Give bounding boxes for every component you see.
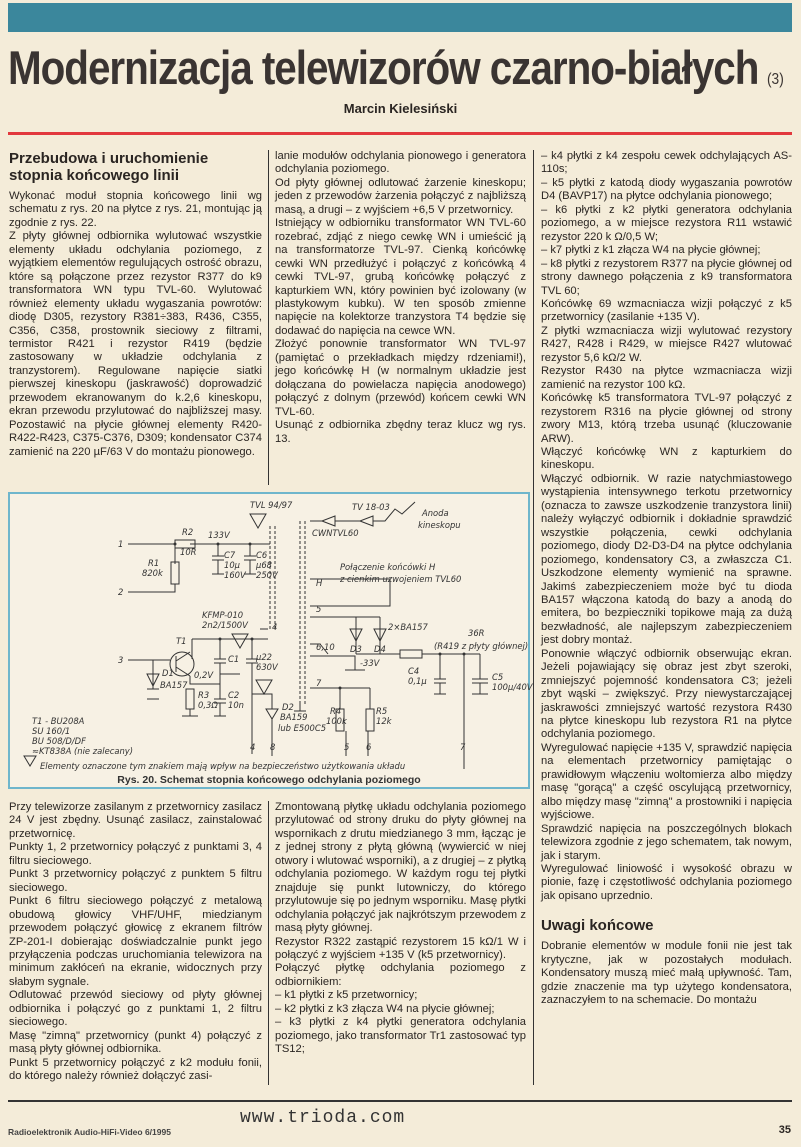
schematic-label-n2: SU 160/1 — [32, 726, 71, 736]
column-1-bottom — [9, 801, 262, 1087]
title-text: Modernizacja telewizorów czarno-białych — [8, 41, 759, 94]
schematic-label-r5v: 12k — [376, 716, 392, 726]
schematic-label-o6: 6 — [366, 742, 372, 752]
schematic-label-t1: T1 — [176, 636, 187, 646]
schematic-label-r36: 36R — [468, 628, 485, 638]
schematic-label-o8: 8 — [270, 742, 276, 752]
schematic-label-anoda1: Anoda — [422, 508, 449, 518]
part-number: (3) — [766, 71, 784, 88]
schematic-label-c7u: 160V — [224, 570, 246, 580]
article-title — [8, 40, 784, 95]
magazine-footer: Radioelektronik Audio-HiFi-Video 6/1995 — [8, 1127, 171, 1137]
paragraph: Wykonać moduł stopnia końcowego linii wg schematu z rys. 20 na płytce z rys. 21, montując ją zgodnie z rys. 22. — [9, 190, 262, 229]
schematic-label-c2v: 10n — [228, 700, 244, 710]
schematic-label-p3: 3 — [118, 655, 124, 665]
schematic-label-c1: C1 — [228, 654, 240, 664]
schematic-label-r419: (R419 z płyty głównej) — [434, 641, 529, 651]
paragraph: – k5 płytki z katodą diody wygaszania powrotów D4 (BAVP17) na płytce odchylania pionowego; — [541, 176, 792, 203]
schematic-label-c4: C4 — [408, 666, 420, 676]
schematic-label-tvl: TVL 94/97 — [250, 500, 293, 510]
schematic-label-anoda2: kineskopu — [418, 520, 461, 530]
schematic-label-t4: 4 — [272, 622, 278, 632]
paragraph: Zmontowaną płytkę układu odchylania poziomego przylutować od strony druku do płyty głównej na wspornikach z drutu miedzianego 3 mm, łącząc je z jednej strony z płytą główną (wywiercić w niej otwory i wlutować wsporniki), a z drugiej – z płytką odchylania poziomego. W każdym rogu tej płytki znajduje się punkt lutowniczy, do którego przylutowuje się po jednym wsporniku. Masę płytki odchylania połączyć jak najkrótszym przewodem z masą płyty głównej. — [275, 801, 526, 935]
schematic-label-n4: ≈KT838A (nie zalecany) — [32, 746, 133, 756]
schematic-label-c5: C5 — [492, 672, 504, 682]
header-color-bar — [8, 3, 792, 32]
page-number: 35 — [778, 1124, 791, 1136]
schematic-label-hconn1: Połączenie końcówki H — [340, 562, 436, 572]
schematic-label-c3u: 630V — [256, 662, 278, 672]
schematic-label-o4: 4 — [250, 742, 256, 752]
paragraph: Połączyć płytkę odchylania poziomego z odbiornikiem: — [275, 962, 526, 988]
schematic-label-o5: 5 — [344, 742, 350, 752]
paragraph: Punkt 3 przetwornicy połączyć z punktem 5 filtru sieciowego. — [9, 868, 262, 894]
paragraph: – k2 płytki z k3 złącza W4 na płycie głównej; — [275, 1002, 495, 1015]
paragraph: – k4 płytki z k4 zespołu cewek odchylających AS-110s; — [541, 150, 792, 176]
paragraph: Końcówkę k5 transformatora TVL-97 połączyć z rezystorem R316 na płycie głównej od strony zwory M13, którą trzeba usunąć (kluczowanie ARW). — [541, 392, 792, 445]
paragraph: Włączyć odbiornik. W razie natychmiastowego wystąpienia intensywnego terkotu przetwornicy (oznacza to zawsze uszkodzenie tranzystora linii) należy wyłączyć odbiornik i dokładnie sprawdzić wszystkie połączenia, cewki odchylania poziomego, diody D2-D3-D4 na płytce odchylania poziomego, kondensatory C3, a zwłaszcza C1. Uszkodzone elementy wymienić na sprawne. Jakimś zabezpieczeniem może być tu dioda BA157 włączona katodą do bazy a anodą do emitera, bo bezpieczniki topikowe mają za dużą bezwładność, ale najlepszym zabezpieczeniem jest dobry montaż. — [541, 472, 792, 647]
schematic-label-v33: -33V — [360, 658, 380, 668]
author: Marcin Kielesiński — [343, 101, 458, 116]
schematic-label-r5: R5 — [376, 706, 388, 716]
schematic-label-o7: 7 — [460, 742, 466, 752]
title-divider — [8, 132, 792, 135]
schematic-label-d34: 2×BA157 — [388, 622, 428, 632]
schematic-label-d4: D4 — [374, 644, 386, 654]
schematic-label-kfmpv: 2n2/1500V — [202, 620, 248, 630]
schematic-figure — [8, 492, 533, 789]
schematic-label-v02: 0,2V — [194, 670, 214, 680]
schematic-label-cwn: CWNTVL60 — [312, 528, 359, 538]
schematic-label-t5: 5 — [316, 604, 322, 614]
column-2-bottom — [275, 801, 526, 1087]
schematic-label-d2u: lub E500C5 — [278, 723, 327, 733]
paragraph: Odlutować przewód sieciowy od płyty głównej odbiornika i połączyć go z punktami 1, 2 filtru sieciowego. — [9, 989, 262, 1029]
footer-rule — [8, 1100, 792, 1102]
schematic-label-c7: C7 — [224, 550, 236, 560]
paragraph: Wyregulować liniowość i wysokość obrazu w pionie, fazę i częstotliwość odchylania poziomego jak opisano uprzednio. — [541, 863, 792, 902]
schematic-label-n3: BU 508/D/DF — [32, 736, 86, 746]
schematic-label-d2: D2 — [282, 702, 294, 712]
paragraph: Wyregulować napięcie +135 V, sprawdzić napięcia na elementach przetwornicy pamiętając o prawidłowym włączeniu woltomierza albo między masę "gorącą" a część oscylującą przetwornicy, albo między masę "zimną" a prostowniki i napięcia wyjściowe. — [541, 741, 792, 822]
paragraph: Rezystor R322 zastąpić rezystorem 15 kΩ/1 W i połączyć z wyjściem +135 V (k5 przetwornicy). — [275, 935, 526, 961]
paragraph: Złożyć ponownie transformator WN TVL-97 (pamiętać o przekładkach między rdzeniami!), jego końcówkę H (w normalnym układzie jest dołączana do powielacza napięcia anodowego) połączyć z dolnym (przewód) końcem cewki WN TVL-60. — [275, 338, 526, 418]
paragraph: Sprawdzić napięcia na poszczególnych blokach telewizora zgodnie z jego schematem, tak nowym, jak i starym. — [541, 822, 792, 862]
paragraph: Od płyty głównej odlutować żarzenie kineskopu; jeden z przewodów żarzenia połączyć z najbliższą masą, a drugi – z wyjściem +6,5 V przetwornicy. — [275, 176, 526, 216]
paragraph: Punkty 1, 2 przetwornicy połączyć z punktami 3, 4 filtru sieciowego. — [9, 841, 262, 867]
schematic-label-t610: 6,10 — [316, 642, 335, 652]
schematic-label-p1: 1 — [118, 539, 124, 549]
column-1-top — [9, 150, 262, 485]
schematic-label-c6: C6 — [256, 550, 268, 560]
schematic-label-r4: R4 — [330, 706, 342, 716]
schematic-label-r3: R3 — [198, 690, 210, 700]
paragraph: Końcówkę 69 wzmacniacza wizji połączyć z k5 przetwornicy (zasilanie +135 V). — [541, 297, 792, 324]
column-3 — [541, 150, 792, 1087]
schematic-label-d1: D1 — [162, 668, 174, 678]
section-heading: Uwagi końcowe — [541, 917, 654, 935]
schematic-label-d3: D3 — [350, 644, 362, 654]
paragraph: Istniejący w odbiorniku transformator WN TVL-60 rozebrać, zdjąć z niego cewkę WN i umieścić ją na transformatorze TVL-97. Cienką końcówkę cewki WN przedłużyć i połączyć z końcówką 4 cewki TVL-97, grubą końcówkę połączyć z kapturkiem WN, który powinien być izolowany (w plastykowym kubku). W ten sposób zmienne napięcie na kolektorze tranzystora T4 będzie się dodawać do napięcia na cewce WN. — [275, 217, 526, 337]
paragraph: Rezystor R430 na płytce wzmacniacza wizji zamienić na rezystor 100 kΩ. — [541, 365, 792, 391]
section-heading: Przebudowa i uruchomienie stopnia końcowego linii — [9, 150, 209, 184]
schematic-label-n1: T1 - BU208A — [32, 716, 85, 726]
schematic-label-p2: 2 — [118, 587, 124, 597]
schematic-label-kfmp: KFMP-010 — [202, 610, 244, 620]
schematic-label-r1: R1 — [148, 558, 160, 568]
column-divider — [268, 150, 269, 485]
schematic-diagram — [10, 494, 533, 787]
paragraph: Z płytki wzmacniacza wizji wylutować rezystory R427, R428 i R429, w miejsce R427 wlutować rezystor 5,6 kΩ/2 W. — [541, 324, 792, 364]
paragraph: lanie modułów odchylania pionowego i generatora odchylania poziomego. — [275, 150, 526, 176]
paragraph: Masę "zimną" przetwornicy (punkt 4) połączyć z masą płyty głównej odbiornika. — [9, 1029, 262, 1056]
paragraph: Punkt 5 przetwornicy połączyć z k2 modułu fonii, do którego należy również dołączyć zasi- — [9, 1056, 262, 1083]
schematic-label-d1v: BA157 — [160, 680, 188, 690]
paragraph: Z płyty głównej odbiornika wylutować wszystkie elementy układu odchylania poziomego, z wyjątkiem elementów regulujących ostrość obrazu, które są połączone przez rezystor R377 do k9 transformatora WN typu TVL-60. Wylutować również elementy układu wygaszania powrotów: diodę D305, rezystory R381÷383, R436, C355, C356, C358, prostownik sieciowy z filtrami, termistor R421 i rezystor R419 (będzie zastosowany w układzie odchylania z tranzystorem). Regulowane napięcie siatki pierwszej kineskopu (jaskrawość) doprowadzić przewodem ekranowanym do k.2,6 kineskopu, ekran przewodu przylutować do najbliższej masy. Pozostawić na płycie głównej elementy R420-R422-R423, C375-C376, D309; kondensator C374 zamienić na 220 µF/63 V do montażu pionowego. — [9, 230, 262, 458]
schematic-label-c3v: µ22 — [256, 652, 272, 662]
schematic-label-c2: C2 — [228, 690, 240, 700]
schematic-label-t7: 7 — [316, 678, 322, 688]
paragraph: Dobranie elementów w module fonii nie jest tak krytyczne, jak w pozostałych modułach. Kondensatory muszą mieć małą upływność. Tam, gdzie znaczenie ma typ użytego kondensatora, zaznaczyłem to na schemacie. Do montażu — [541, 940, 792, 1007]
paragraph: – k1 płytki z k5 przetwornicy; — [275, 989, 418, 1002]
column-2-top — [275, 150, 526, 485]
paragraph: Ponownie włączyć odbiornik obserwując ekran. Jeżeli pojawiający się obraz jest zbyt szeroki, zmniejszyć pojemność kondensatora C3; jeżeli zbyt wąski – zwiększyć. Przy niewystarczającej jaskrawości zmniejszyć wartość rezystora R430 na płytce kineskopu lub rezystora R1 na płytce odchylania poziomego. — [541, 647, 792, 741]
column-divider — [268, 801, 269, 1085]
paragraph: Włączyć końcówkę WN z kapturkiem do kineskopu. — [541, 445, 792, 472]
schematic-label-c7v: 10µ — [224, 560, 240, 570]
schematic-label-r1v: 820k — [142, 568, 163, 578]
paragraph: Punkt 6 filtru sieciowego połączyć z metalową obudową głowicy VHF/UHF, miedzianym przewodem połączyć głowicę z ekranem filtrów ZP-201-I dobierając doświadczalnie punkt jego przyłączenia podczas uruchomiania telewizora na minimum zakłóceń na ekranie, widocznych przy słabym sygnale. — [9, 895, 262, 988]
schematic-label-r2: R2 — [182, 527, 194, 537]
watermark-site: www.trioda.com — [240, 1108, 406, 1128]
schematic-label-h: H — [316, 578, 323, 588]
schematic-label-v133: 133V — [208, 530, 230, 540]
schematic-label-c5v: 100µ/40V — [492, 682, 533, 692]
schematic-label-d2v: BA159 — [280, 712, 308, 722]
figure-caption: Rys. 20. Schemat stopnia końcowego odchylania poziomego — [117, 774, 421, 786]
paragraph: Przy telewizorze zasilanym z przetwornicy zasilacz 24 V jest zbędny. Usunąć zasilacz, zainstalować przetwornicę. — [9, 801, 262, 840]
paragraph: – k3 płytki z k4 płytki generatora odchylania poziomego, jako transformator Tr1 zastosować typ TS12; — [275, 1016, 526, 1056]
schematic-label-c6u: 250V — [256, 570, 278, 580]
schematic-label-hconn2: z cienkim uzwojeniem TVL60 — [340, 574, 462, 584]
paragraph: Usunąć z odbiornika zbędny teraz klucz wg rys. 13. — [275, 419, 526, 445]
schematic-label-r2v: 10R — [180, 547, 197, 557]
schematic-label-tv18: TV 18-03 — [352, 502, 390, 512]
schematic-label-r3v: 0,3Ω — [198, 700, 218, 710]
schematic-label-c6v: µ68 — [256, 560, 272, 570]
paragraph: – k7 płytki z k1 złącza W4 na płycie głównej; — [541, 244, 761, 257]
schematic-label-r4v: 100k — [326, 716, 347, 726]
schematic-labels — [32, 500, 534, 756]
schematic-label-c4v: 0,1µ — [408, 676, 427, 686]
column-divider — [533, 150, 534, 1085]
paragraph: – k6 płytki z k2 płytki generatora odchylania poziomego, a w miejsce rezystora R11 wstawić rezystor 220 k Ω/0,5 W; — [541, 203, 792, 243]
paragraph: – k8 płytki z rezystorem R377 na płycie głównej od strony dawnego połączenia z k9 transformatora TVL 60; — [541, 257, 792, 297]
warning-note: Elementy oznaczone tym znakiem mają wpływ na bezpieczeństwo użytkowania układu — [40, 761, 406, 771]
